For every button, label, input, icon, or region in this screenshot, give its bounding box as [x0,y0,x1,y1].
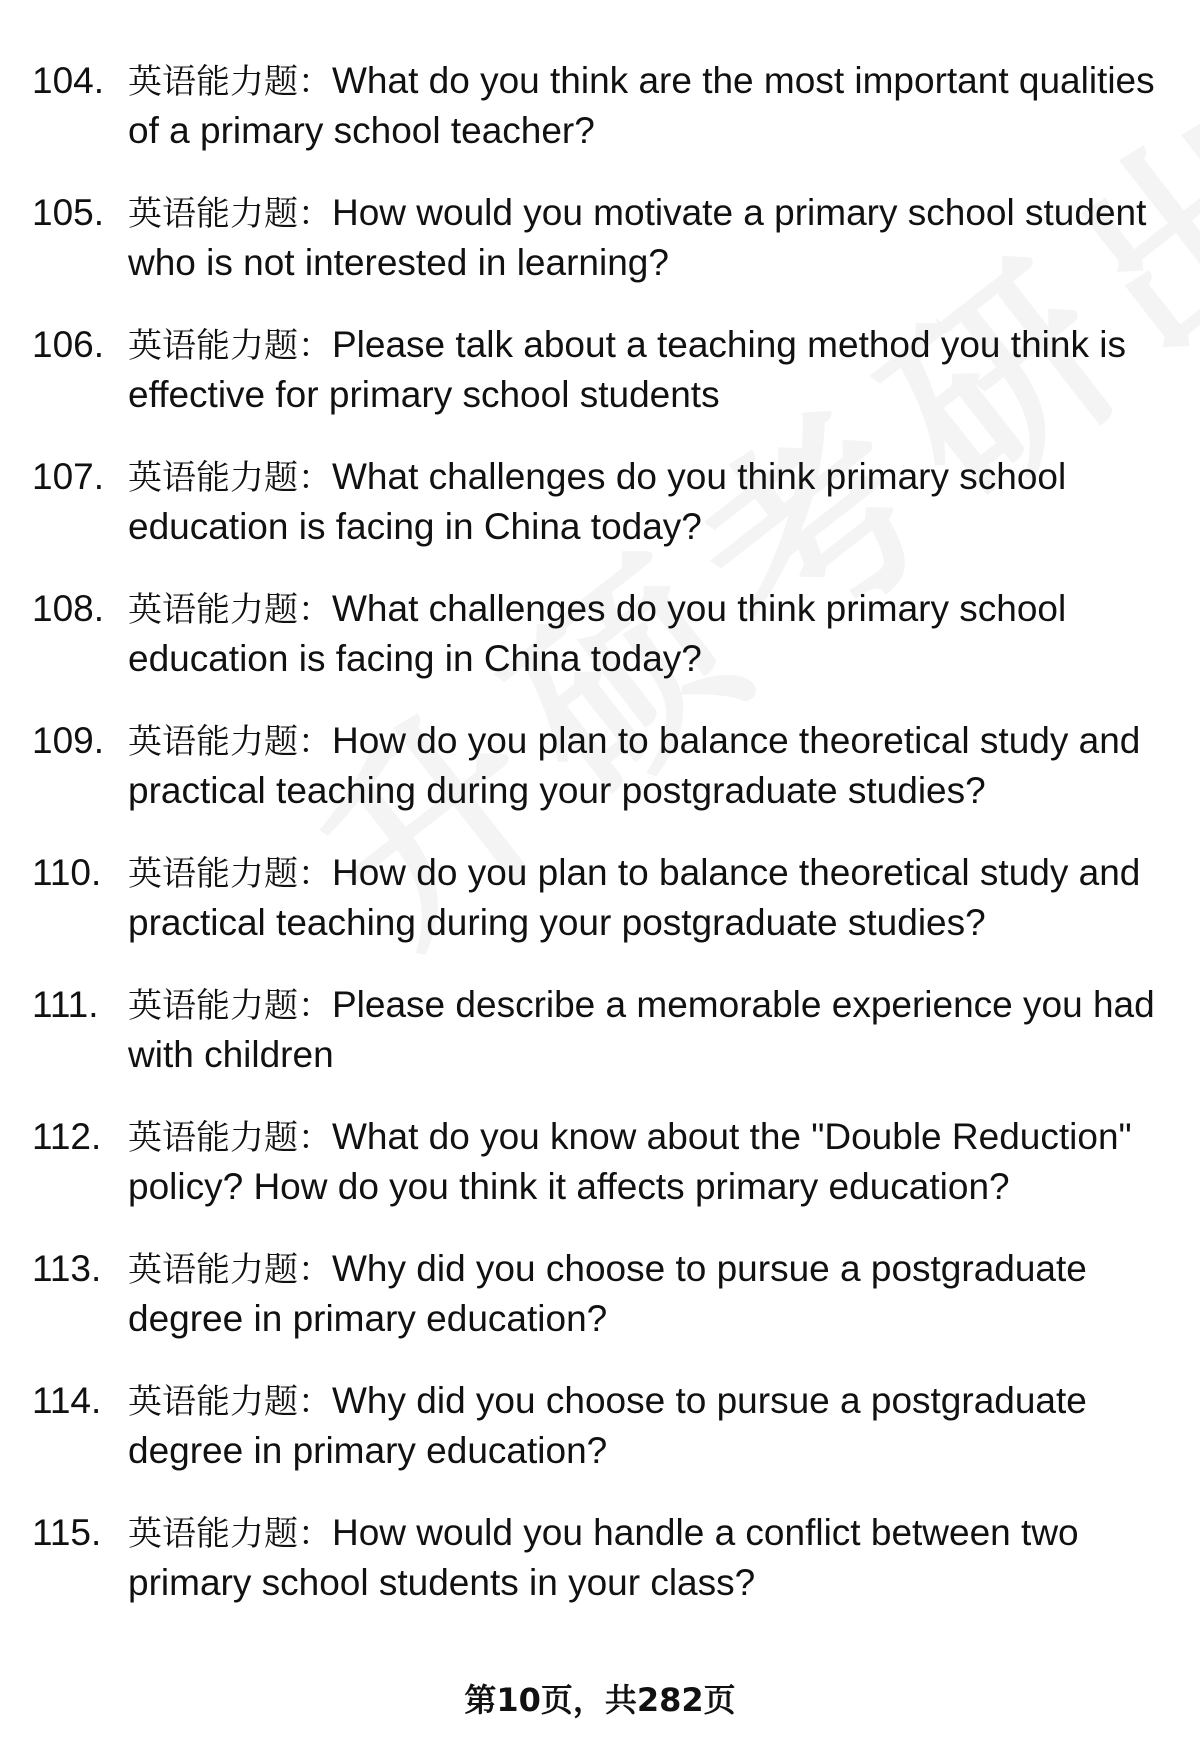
question-number: 104. [32,60,105,101]
list-item [0,189,1200,287]
question-text-block [128,1113,1168,1211]
question-tag: 英语能力题： [128,722,332,762]
question-number: 110. [32,852,102,893]
question-tag: 英语能力题： [128,194,332,234]
question-number: 111. [32,984,99,1025]
list-item [0,717,1200,815]
question-tag: 英语能力题： [128,1382,332,1422]
question-text: How do you plan to balance theoretical study and practical teaching during your postgraduate studies? [128,720,1141,811]
question-number: 105. [32,192,105,233]
question-text-block [128,717,1168,815]
question-text-block [128,1245,1168,1343]
page-footer: 第10页，共282页 [464,1681,736,1719]
question-number: 107. [32,456,105,497]
question-text: Why did you choose to pursue a postgraduate degree in primary education? [128,1248,1087,1339]
question-tag: 英语能力题： [128,986,332,1026]
question-text-block [128,585,1168,683]
question-tag: 英语能力题： [128,62,332,102]
question-text: Why did you choose to pursue a postgraduate degree in primary education? [128,1380,1087,1471]
list-item [0,1245,1200,1343]
question-text: How would you handle a conflict between two primary school students in your class? [128,1512,1079,1603]
question-number: 106. [32,324,105,365]
list-item [0,453,1200,551]
list-item [0,321,1200,419]
question-text: How do you plan to balance theoretical study and practical teaching during your postgraduate studies? [128,852,1141,943]
question-text-block [128,981,1168,1079]
list-item [0,585,1200,683]
list-item [0,1509,1200,1607]
question-number: 115. [32,1512,102,1553]
question-tag: 英语能力题： [128,1118,332,1158]
question-number: 112. [32,1116,102,1157]
question-number: 109. [32,720,105,761]
question-tag: 英语能力题： [128,1250,332,1290]
question-list [0,57,1200,1641]
list-item [0,849,1200,947]
question-text-block [128,849,1168,947]
question-text-block [128,189,1168,287]
question-number: 113. [32,1248,102,1289]
list-item [0,1113,1200,1211]
question-tag: 英语能力题： [128,326,332,366]
question-text: What do you think are the most important qualities of a primary school teacher? [128,60,1155,151]
question-number: 114. [32,1380,102,1421]
question-tag: 英语能力题： [128,1514,332,1554]
question-text-block [128,321,1168,419]
question-text: What do you know about the "Double Reduction" policy? How do you think it affects primary education? [128,1116,1132,1207]
question-tag: 英语能力题： [128,458,332,498]
question-text-block [128,453,1168,551]
question-text: Please talk about a teaching method you think is effective for primary school students [128,324,1126,415]
question-number: 108. [32,588,105,629]
list-item [0,57,1200,155]
question-text-block [128,1509,1168,1607]
question-text: What challenges do you think primary school education is facing in China today? [128,456,1067,547]
question-text: Please describe a memorable experience you had with children [128,984,1155,1075]
question-tag: 英语能力题： [128,854,332,894]
list-item [0,981,1200,1079]
list-item [0,1377,1200,1475]
question-tag: 英语能力题： [128,590,332,630]
question-text-block [128,1377,1168,1475]
question-text: How would you motivate a primary school student who is not interested in learning? [128,192,1147,283]
question-text: What challenges do you think primary school education is facing in China today? [128,588,1067,679]
question-text-block [128,57,1168,155]
